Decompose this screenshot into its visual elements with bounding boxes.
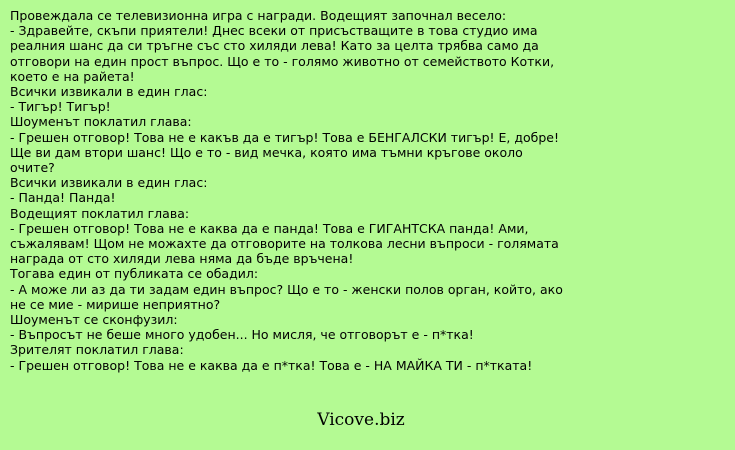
joke-text	[10, 8, 570, 373]
joke-line: Шоуменът се сконфузил:	[10, 312, 178, 328]
joke-line: - Грешен отговор! Това не е какъв да е тигър! Това е БЕНГАЛСКИ тигър! Е, добре! Ще ви дам втори шанс! Що е то - вид мечка, която има тъмни кръгове около очите?	[10, 129, 559, 176]
joke-line: Тогава един от публиката се обадил:	[10, 266, 259, 282]
joke-line: - Въпросът не беше много удобен... Но мисля, че отговорът е - п*тка!	[10, 327, 474, 343]
joke-line: - Здравейте, скъпи приятели! Днес всеки от присъстващите в това студио има реалния шанс да си тръгне със сто хиляди лева! Като за целта трябва само да отговори на един прост въпрос. Що е то - голямо животно от семейството Котки, което е на райета!	[10, 23, 555, 84]
joke-line: - Грешен отговор! Това не е каква да е панда! Това е ГИГАНТСКА панда! Ами, съжалявам! Щом не можахте да отговорите на толкова лесни въпроси - голямата награда от сто хиляди лева няма да бъде връчена!	[10, 220, 559, 267]
joke-line: - А може ли аз да ти задам един въпрос? Що е то - женски полов орган, който, ако не се мие - мирише неприятно?	[10, 281, 563, 312]
joke-line: Провеждала се телевизионна игра с награди. Водещият започнал весело:	[10, 8, 507, 23]
joke-line: Всички извикали в един глас:	[10, 84, 208, 100]
joke-line: Водещият поклатил глава:	[10, 205, 190, 221]
joke-line: Всички извикали в един глас:	[10, 175, 208, 191]
joke-line: - Тигър! Тигър!	[10, 99, 111, 115]
joke-line: Зрителят поклатил глава:	[10, 342, 184, 358]
site-watermark: Vicove.biz	[317, 410, 405, 430]
joke-line: Шоуменът поклатил глава:	[10, 114, 192, 130]
joke-line: - Грешен отговор! Това не е каква да е п*тка! Това е - НА МАЙКА ТИ - п*тката!	[10, 357, 533, 373]
joke-line: - Панда! Панда!	[10, 190, 116, 206]
